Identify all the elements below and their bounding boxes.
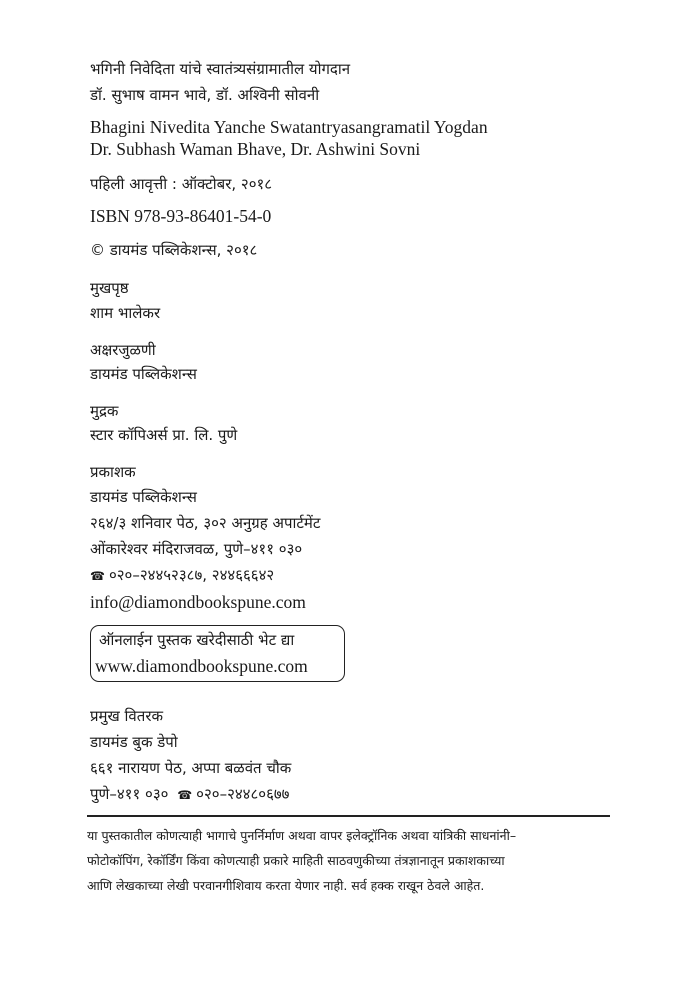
publisher-phone-line (90, 565, 274, 586)
copyright: © डायमंड पब्लिकेशन्स, २०१८ (90, 241, 258, 259)
printer-value: स्टार कॉपिअर्स प्रा. लि. पुणे (90, 426, 238, 444)
legal-line: आणि लेखकाच्या लेखी परवानगीशिवाय करता येणार नाही. सर्व हक्क राखून ठेवले आहेत. (87, 878, 485, 893)
publisher-email[interactable]: info@diamondbookspune.com (90, 592, 306, 612)
printer-label: मुद्रक (90, 402, 119, 420)
cover-label: मुखपृष्ठ (90, 279, 129, 297)
edition: पहिली आवृत्ती : ऑक्टोबर, २०१८ (90, 175, 273, 193)
cover-artist: शाम भालेकर (90, 304, 161, 322)
typesetting-value: डायमंड पब्लिकेशन्स (90, 365, 197, 383)
divider-rule (87, 815, 610, 817)
legal-notice (87, 823, 611, 898)
legal-line: फोटोकॉपिंग, रेकॉर्डिंग किंवा कोणत्याही प्रकारे माहिती साठवणुकीच्या तंत्रज्ञानातून प्रकाशकाच्या (87, 853, 505, 868)
distributor-city-phone (90, 784, 289, 805)
distributor-address: ६६१ नारायण पेठ, अप्पा बळवंत चौक (90, 759, 292, 777)
publisher-name: डायमंड पब्लिकेशन्स (90, 488, 197, 506)
telephone-icon: ☎ (177, 788, 193, 802)
publisher-address-1: २६४/३ शनिवार पेठ, ३०२ अनुग्रह अपार्टमेंट (90, 514, 321, 532)
online-purchase-text: ऑनलाईन पुस्तक खरेदीसाठी भेट द्या (99, 631, 295, 649)
website-link[interactable]: www.diamondbookspune.com (95, 656, 308, 676)
distributor-label: प्रमुख वितरक (90, 707, 163, 725)
distributor-phone: ०२०–२४४८०६७७ (196, 785, 290, 803)
authors-english: Dr. Subhash Waman Bhave, Dr. Ashwini Sovni (90, 139, 421, 159)
telephone-icon: ☎ (90, 569, 105, 583)
authors-marathi: डॉ. सुभाष वामन भावे, डॉ. अश्विनी सोवनी (90, 86, 320, 104)
legal-line: या पुस्तकातील कोणत्याही भागाचे पुनर्निर्माण अथवा वापर इलेक्ट्रॉनिक अथवा यांत्रिकी साधनांनी– (87, 828, 517, 843)
publisher-address-2: ओंकारेश्वर मंदिराजवळ, पुणे–४११ ०३० (90, 540, 303, 558)
title-marathi: भगिनी निवेदिता यांचे स्वातंत्र्यसंग्रामातील योगदान (90, 60, 351, 78)
distributor-name: डायमंड बुक डेपो (90, 733, 178, 751)
publisher-label: प्रकाशक (90, 463, 136, 481)
isbn: ISBN 978-93-86401-54-0 (90, 206, 272, 226)
online-purchase-box (90, 625, 345, 682)
typesetting-label: अक्षरजुळणी (90, 341, 156, 359)
distributor-city: पुणे–४११ ०३० (90, 785, 169, 803)
title-english: Bhagini Nivedita Yanche Swatantryasangramatil Yogdan (90, 117, 488, 137)
publisher-phone: ०२०–२४४५२३८७, २४४६६६४२ (108, 566, 275, 584)
